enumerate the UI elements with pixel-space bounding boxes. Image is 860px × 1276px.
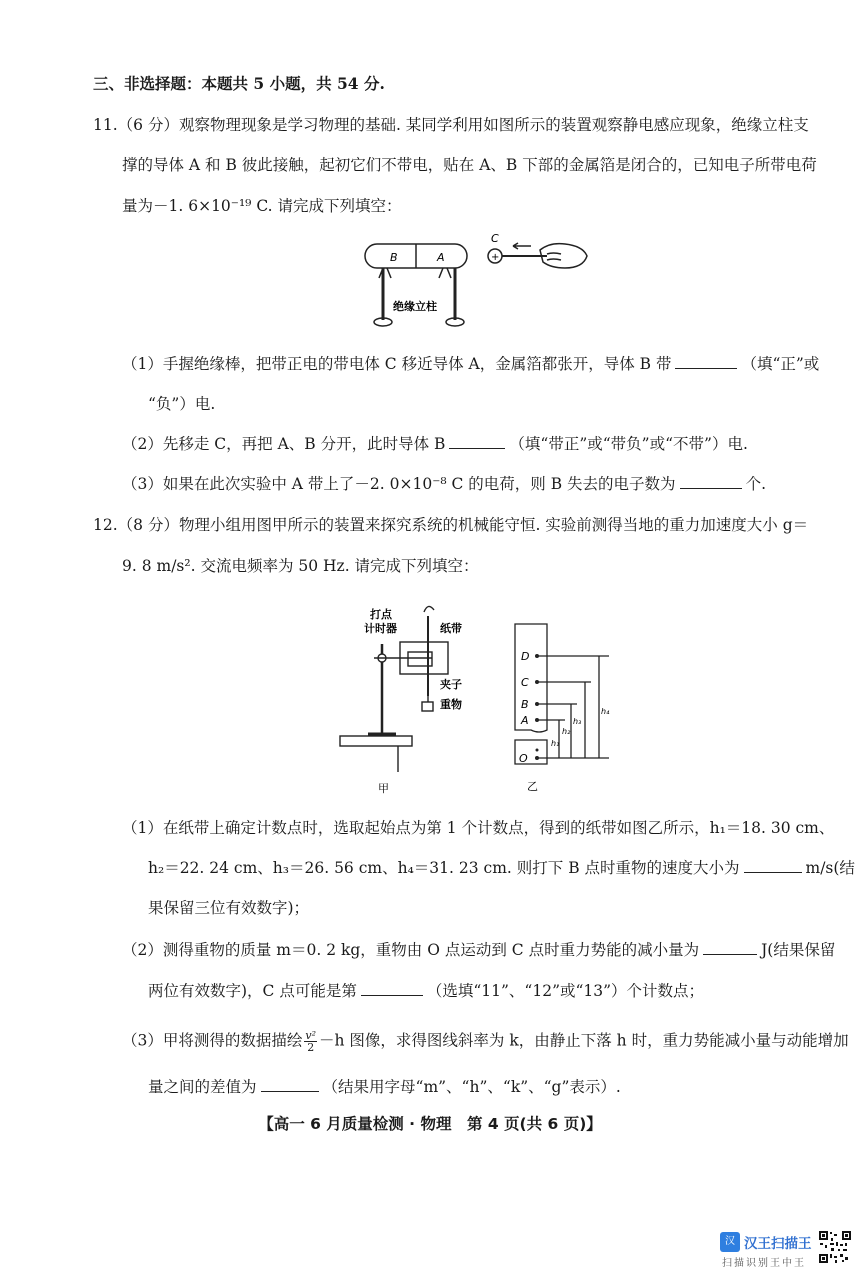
- foil-b: [379, 268, 391, 278]
- section-title: 三、非选择题：本题共 5 小题，共 54 分.: [93, 74, 385, 93]
- svg-text:h₃: h₃: [573, 717, 582, 726]
- answer-blank[interactable]: [675, 354, 737, 369]
- svg-text:B: B: [521, 698, 529, 711]
- label-pillar: 绝缘立柱: [393, 300, 437, 313]
- label-c: C: [491, 232, 499, 245]
- foil-a: [439, 268, 451, 278]
- q12-part1-line2: h₂＝22. 24 cm、h₃＝26. 56 cm、h₄＝31. 23 cm. 则打下 B 点时重物的速度大小为 m/s(结: [148, 859, 855, 877]
- svg-text:夹子: 夹子: [440, 678, 462, 691]
- scanner-logo-icon: 汉: [720, 1232, 740, 1252]
- hand-icon: [540, 244, 587, 268]
- page-footer: 【高一 6 月质量检测 · 物理 第 4 页(共 6 页)】: [258, 1115, 602, 1133]
- svg-text:重物: 重物: [440, 698, 462, 711]
- caption-yi: 乙: [527, 780, 538, 793]
- answer-blank[interactable]: [449, 434, 505, 449]
- q12-stem-line1: 12.（8 分）物理小组用图甲所示的装置来探究系统的机械能守恒. 实验前测得当地的重力加速度大小 g＝: [93, 516, 809, 534]
- scanner-watermark: [720, 1230, 850, 1270]
- q11-stem-line1: 11.（6 分）观察物理现象是学习物理的基础. 某同学利用如图所示的装置观察静电感应现象，绝缘立柱支: [93, 116, 809, 134]
- svg-text:打点: 打点: [370, 608, 392, 621]
- svg-text:h₂: h₂: [562, 727, 571, 736]
- q11-part1-line1: （1）手握绝缘棒，把带正电的带电体 C 移近导体 A，金属箔都张开，导体 B 带 （填“正”或: [122, 355, 820, 373]
- q12-part3-line1: （3）甲将测得的数据描绘 $\frac{\text{v²}}{2}$ －h 图像，求得图线斜率为 k，由静止下落 h 时，重力势能减小量与动能增加: [122, 1029, 849, 1054]
- weight-block: [422, 702, 433, 711]
- q12-stem-line2: 9. 8 m/s². 交流电频率为 50 Hz. 请完成下列填空：: [122, 557, 479, 575]
- q11-part1-line2: “负”）电.: [148, 395, 216, 413]
- table-top: [340, 736, 412, 746]
- fraction-v2-over-2: $\frac{\text{v²}}{2}$: [305, 1029, 316, 1054]
- arrow-icon: [513, 243, 531, 249]
- scanner-name: 汉王扫描王: [744, 1236, 812, 1252]
- q12-part1-line1: （1）在纸带上确定计数点时，选取起始点为第 1 个计数点，得到的纸带如图乙所示，h₁＝18. 30 cm、: [122, 819, 835, 837]
- label-a: A: [437, 251, 445, 264]
- svg-text:纸带: 纸带: [440, 622, 462, 635]
- q11-stem-line2: 撑的导体 A 和 B 彼此接触，起初它们不带电，贴在 A、B 下部的金属箔是闭合的，已知电子所带电荷: [122, 156, 817, 174]
- q12-figure-yi: [505, 620, 630, 796]
- scanner-tagline: 扫描识别王中王: [722, 1258, 806, 1269]
- answer-blank[interactable]: [703, 940, 757, 955]
- svg-text:D: D: [521, 650, 530, 663]
- caption-jia: 甲: [378, 782, 389, 795]
- svg-text:h₁: h₁: [551, 739, 560, 748]
- q12-figure-jia: [338, 596, 498, 796]
- tape-upper: [515, 624, 547, 732]
- svg-text:C: C: [521, 676, 529, 689]
- q12-part3-line2: 量之间的差值为 （结果用字母“m”、“h”、“k”、“g”表示）.: [148, 1078, 621, 1096]
- answer-blank[interactable]: [680, 474, 742, 489]
- svg-text:O: O: [519, 752, 528, 765]
- answer-blank[interactable]: [744, 858, 802, 873]
- qr-code-icon: [818, 1230, 852, 1264]
- svg-text:计时器: 计时器: [364, 622, 397, 635]
- plus-sign: +: [491, 252, 500, 263]
- q12-part2-line2: 两位有效数字)，C 点可能是第 （选填“11”、“12”或“13”）个计数点；: [148, 982, 705, 1000]
- q11-figure: [355, 232, 605, 332]
- q12-part2-line1: （2）测得重物的质量 m＝0. 2 kg，重物由 O 点运动到 C 点时重力势能的减小量为 J(结果保留: [122, 941, 836, 959]
- answer-blank[interactable]: [261, 1077, 319, 1092]
- q11-stem-line3: 量为－1. 6×10⁻¹⁹ C. 请完成下列填空：: [122, 197, 402, 215]
- q11-part3: （3）如果在此次实验中 A 带上了－2. 0×10⁻⁸ C 的电荷，则 B 失去的电子数为 个.: [122, 475, 766, 493]
- answer-blank[interactable]: [361, 981, 423, 996]
- q12-part1-line3: 果保留三位有效数字)；: [148, 899, 310, 917]
- q11-part2: （2）先移走 C，再把 A、B 分开，此时导体 B （填“带正”或“带负”或“不带”）电.: [122, 435, 748, 453]
- svg-text:A: A: [521, 714, 529, 727]
- label-b: B: [390, 251, 398, 264]
- svg-text:h₄: h₄: [601, 707, 610, 716]
